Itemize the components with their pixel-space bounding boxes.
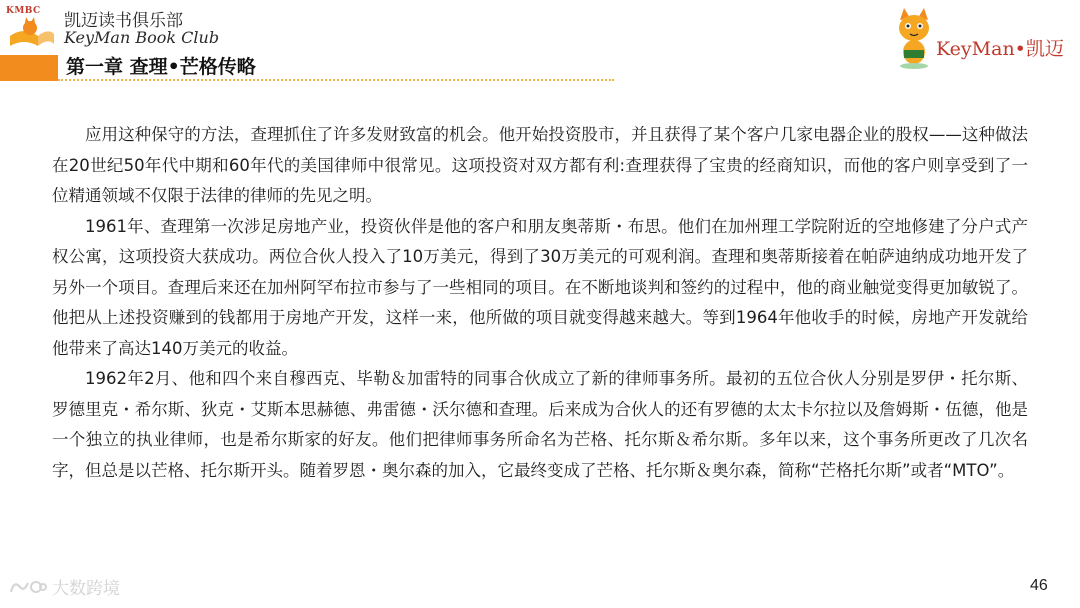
club-name-cn: 凯迈读书俱乐部 (64, 11, 183, 31)
club-name-en: KeyMan Book Club (64, 28, 220, 47)
paragraph-2: 1961年、查理第一次涉足房地产业，投资伙伴是他的客户和朋友奥蒂斯・布思。他们在加州理工学院附近的空地修建了分户式产权公寓，这项投资大获成功。两位合伙人投入了10万美元，得到了30万美元的可观利润。查理和奥蒂斯接着在帕萨迪纳成功地开发了另外一个项目。查理后来还在加州阿罕布拉市参与了一些相同的项目。在不断地谈判和签约的过程中，他的商业触觉变得更加敏锐了。他把从上述投资赚到的钱都用于房地产开发，这样一来，他所做的项目就变得越来越大。等到1964年他收手的时候，房地产开发就给他带来了高达140万美元的收益。 (52, 216, 1028, 358)
chapter-body (52, 120, 1028, 486)
watermark-text: 大数跨境 (52, 579, 120, 599)
watermark (8, 574, 120, 599)
brand-logo (892, 6, 1070, 70)
watermark-logo-icon (8, 578, 48, 596)
club-logo (4, 6, 58, 52)
page-number: 46 (1030, 577, 1048, 594)
logo-abbrev: KMBC (6, 6, 41, 16)
title-underline (58, 79, 614, 81)
paragraph-1: 应用这种保守的方法，查理抓住了许多发财致富的机会。他开始投资股市，并且获得了某个客户几家电器企业的股权——这种做法在20世纪50年代中期和60年代的美国律师中很常见。这项投资对双方都有利:查理获得了宝贵的经商知识，而他的客户则享受到了一位精通领域不仅限于法律的律师的先见之明。 (52, 125, 1028, 205)
paragraph-3: 1962年2月、他和四个来自穆西克、毕勒＆加雷特的同事合伙成立了新的律师事务所。最初的五位合伙人分别是罗伊・托尔斯、罗德里克・希尔斯、狄克・艾斯本思赫德、弗雷德・沃尔德和查理。后来成为合伙人的还有罗德的太太卡尔拉以及詹姆斯・伍德，他是一个独立的执业律师，也是希尔斯家的好友。他们把律师事务所命名为芒格、托尔斯＆希尔斯。多年以来，这个事务所更改了几次名字，但总是以芒格、托尔斯开头。随着罗恩・奥尔森的加入，它最终变成了芒格、托尔斯＆奥尔森，简称“芒格托尔斯”或者“MTO”。 (52, 369, 1028, 480)
cat-mascot-icon (892, 6, 936, 70)
title-accent-bar (0, 55, 58, 81)
brand-name: KeyMan•凯迈 (936, 38, 1064, 60)
chapter-title: 第一章 查理•芒格传略 (66, 56, 256, 78)
